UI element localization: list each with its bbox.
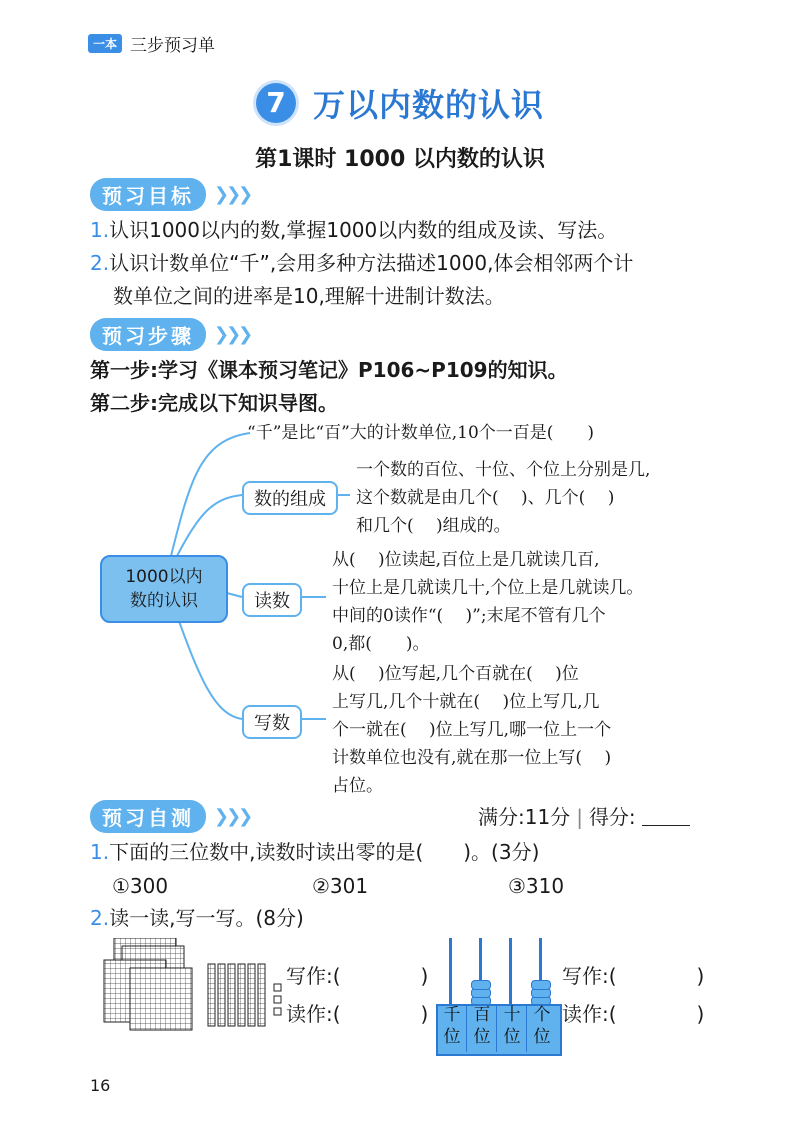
section-pill: 预习步骤 — [90, 318, 206, 351]
abacus-bead — [471, 980, 491, 990]
question-number: 2. — [90, 906, 110, 930]
series-name: 三步预习单 — [130, 36, 216, 56]
branch-line: 上写几,几个十就在( )位上写几,几 — [332, 692, 600, 712]
branch-line: 从( )位写起,几个百就在( )位 — [332, 664, 579, 684]
unit-title-text: 万以内数的认识 — [313, 86, 545, 124]
question-text: 下面的三位数中,读数时读出零的是( )。(3分) — [109, 840, 540, 864]
branch-line: 占位。 — [332, 776, 383, 796]
page-number: 16 — [90, 1076, 111, 1095]
mindmap-top-line: “千”是比“百”大的计数单位,10个一百是( ) — [247, 423, 595, 443]
branch-line: 从( )位读起,百位上是几就读几百, — [332, 550, 600, 570]
branch-line: 十位上是几就读几十,个位上是几就读几。 — [332, 578, 644, 598]
place-label-ones: 个位 — [533, 1005, 551, 1047]
branch-line: 和几个( )组成的。 — [356, 516, 511, 536]
mindmap-center-node — [100, 555, 228, 623]
abacus-rod — [509, 938, 512, 1004]
branch-line: 个一就在( )位上写几,哪一位上一个 — [332, 720, 612, 740]
goal-number: 1. — [90, 218, 110, 242]
right-read-as[interactable]: 读作:( ) — [562, 1002, 705, 1026]
step-two: 第二步:完成以下知识导图。 — [90, 391, 338, 415]
goal-item-continuation: 数单位之间的进率是10,理解十进制计数法。 — [113, 284, 505, 308]
goal-text: 认识计数单位“千”,会用多种方法描述1000,体会相邻两个计 — [109, 251, 634, 275]
branch-composition-text — [356, 456, 650, 540]
branch-writing-text — [332, 660, 611, 800]
brand-logo: 一本 — [88, 34, 122, 53]
option[interactable]: ③310 — [508, 874, 565, 898]
branch-composition: 数的组成 — [242, 481, 338, 515]
score-divider: | — [576, 805, 583, 829]
branch-line: 这个数就是由几个( )、几个( ) — [356, 488, 615, 508]
right-write-as[interactable]: 写作:( ) — [562, 964, 705, 988]
center-line: 数的认识 — [130, 591, 198, 611]
goal-number: 2. — [90, 251, 110, 275]
question-2 — [90, 902, 304, 934]
goal-text: 认识1000以内的数,掌握1000以内数的组成及读、写法。 — [109, 218, 618, 242]
question-number: 1. — [90, 840, 110, 864]
option[interactable]: ②301 — [312, 874, 369, 898]
place-label-hundreds: 百位 — [468, 1004, 497, 1052]
score-box — [478, 801, 690, 833]
section-pill: 预习自测 — [90, 800, 206, 833]
lesson-title: 第1课时 1000 以内数的认识 — [255, 147, 545, 172]
full-score: 满分:11分 — [478, 805, 571, 829]
branch-line: 一个数的百位、十位、个位上分别是几, — [356, 460, 651, 480]
section-pill: 预习目标 — [90, 178, 206, 211]
abacus-bead — [531, 980, 551, 990]
branch-reading-text — [332, 546, 643, 658]
branch-reading: 读数 — [242, 583, 302, 617]
base-ten-blocks-image — [100, 938, 290, 1038]
section-selftest-heading — [90, 800, 250, 833]
double-chevron-icon: ❯❯❯ — [214, 184, 251, 205]
question-text: 读一读,写一写。(8分) — [109, 906, 304, 930]
double-chevron-icon: ❯❯❯ — [214, 806, 251, 827]
option[interactable]: ①300 — [112, 874, 169, 898]
question-1 — [90, 836, 539, 868]
abacus-rod — [449, 938, 452, 1004]
place-label-tens: 十位 — [498, 1004, 527, 1052]
branch-writing: 写数 — [242, 705, 302, 739]
unit-number-badge: 7 — [256, 83, 296, 123]
left-read-as[interactable]: 读作:( ) — [286, 1002, 429, 1026]
branch-line: 计数单位也没有,就在那一位上写( ) — [332, 748, 612, 768]
got-score-label: 得分: — [588, 805, 636, 829]
step-one: 第一步:学习《课本预习笔记》P106~P109的知识。 — [90, 358, 568, 382]
place-label-thousands: 千位 — [438, 1004, 467, 1052]
double-chevron-icon: ❯❯❯ — [214, 324, 251, 345]
branch-line: 中间的0读作“( )”;末尾不管有几个 — [332, 606, 606, 626]
score-blank[interactable] — [642, 801, 690, 826]
branch-line: 0,都( )。 — [332, 634, 430, 654]
center-line: 1000以内 — [125, 567, 203, 587]
left-write-as[interactable]: 写作:( ) — [286, 964, 429, 988]
